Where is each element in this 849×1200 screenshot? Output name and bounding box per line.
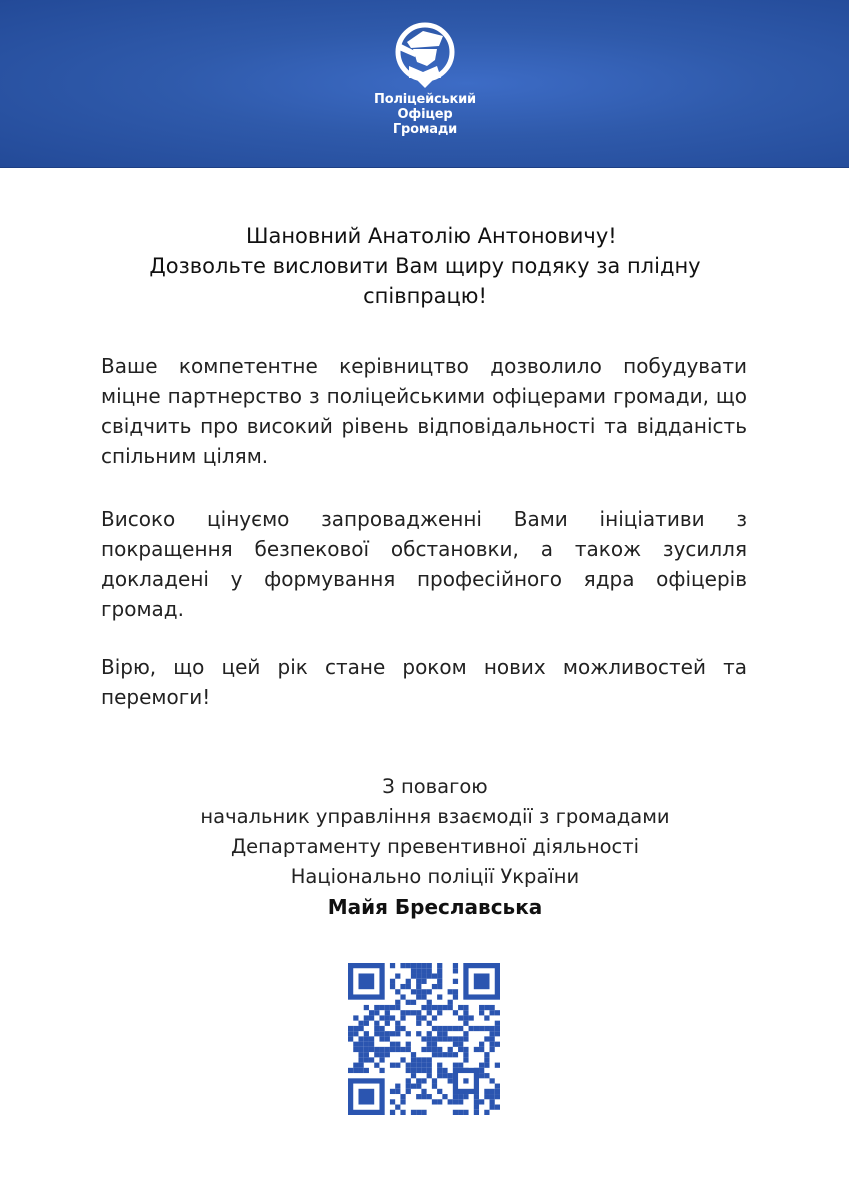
body-paragraph: Високо цінуємо запровадженні Вами ініціативи з покращення безпекової обстановки, а також зусилля докладені у формування професійного ядра офіцерів громад. [101, 507, 747, 621]
body-paragraph: Вірю, що цей рік стане роком нових можливостей та перемоги! [101, 655, 747, 709]
qr-code-icon[interactable] [348, 963, 500, 1115]
signature-name: Майя Бреславська [327, 895, 543, 919]
signature-position: начальник управління взаємодії з громадами [200, 805, 670, 828]
signature-organization: Національно поліції України [290, 865, 580, 888]
logo-text-line: Громади [392, 122, 458, 137]
logo-text-line: Поліцейський [374, 92, 476, 107]
signature-block [100, 772, 770, 922]
logo [355, 22, 495, 137]
logo-text-line: Офіцер [397, 107, 453, 122]
greeting-salutation: Шановний Анатолію Антоновичу! [246, 224, 617, 248]
header-banner [0, 0, 849, 168]
signature-department: Департаменту превентивної діяльності [230, 835, 640, 858]
body-paragraph: Ваше компетентне керівництво дозволило побудувати міцне партнерство з поліцейськими офіцерами громади, що свідчить про високий рівень відповідальності та відданість спільним цілям. [101, 354, 747, 468]
logo-text [355, 92, 495, 137]
greeting-thanks: Дозвольте висловити Вам щиру подяку за плідну співпрацю! [149, 254, 701, 308]
police-officer-salute-icon [393, 22, 457, 88]
signature-closing: З повагою [382, 775, 488, 798]
